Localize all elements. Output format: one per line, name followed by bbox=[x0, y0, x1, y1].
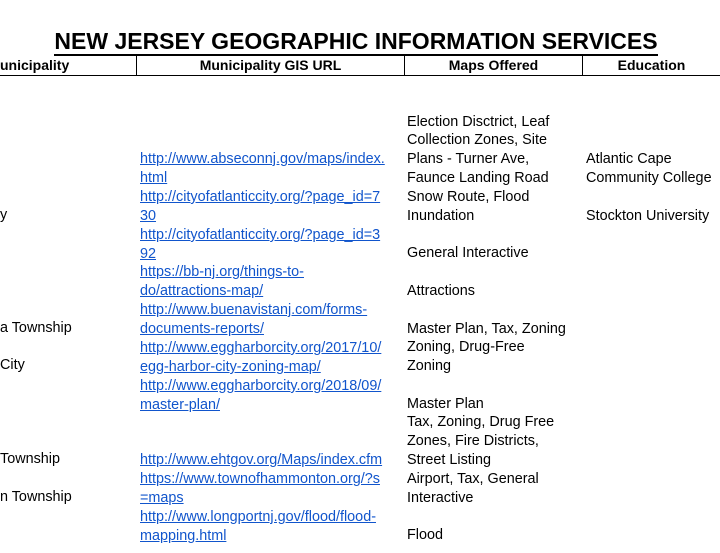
gis-url-link[interactable]: https://bb-nj.org/things-to- bbox=[140, 264, 304, 280]
education-text: Community College bbox=[586, 170, 712, 186]
gis-url-link[interactable]: 92 bbox=[140, 246, 157, 262]
gis-url-link[interactable]: html bbox=[140, 170, 168, 186]
municipality-cell: City bbox=[0, 357, 25, 373]
maps-offered-text: Master Plan, Tax, Zoning bbox=[407, 321, 566, 337]
maps-offered-text: Airport, Tax, General bbox=[407, 471, 539, 487]
gis-url-link[interactable]: mapping.html bbox=[140, 528, 227, 544]
maps-offered-text: Zones, Fire Districts, bbox=[407, 433, 539, 449]
gis-url-link[interactable]: http://www.eggharborcity.org/2017/10/ bbox=[140, 340, 382, 356]
maps-offered-text: Tax, Zoning, Drug Free bbox=[407, 414, 555, 430]
education-text: Atlantic Cape bbox=[586, 151, 672, 167]
gis-url-link[interactable]: http://www.abseconnj.gov/maps/index. bbox=[140, 151, 385, 167]
municipality-cell: n Township bbox=[0, 489, 72, 505]
maps-offered-text: General Interactive bbox=[407, 245, 529, 261]
maps-offered-text: Master Plan bbox=[407, 396, 484, 412]
gis-url-link[interactable]: =maps bbox=[140, 490, 184, 506]
gis-url-link[interactable]: http://www.longportnj.gov/flood/flood- bbox=[140, 509, 376, 525]
gis-url-link[interactable]: http://www.eggharborcity.org/2018/09/ bbox=[140, 378, 382, 394]
header-gis-url: Municipality GIS URL bbox=[199, 57, 342, 73]
maps-offered-text: Election Disctrict, Leaf bbox=[407, 114, 550, 130]
gis-url-link[interactable]: 30 bbox=[140, 208, 157, 224]
education-text: Stockton University bbox=[586, 208, 710, 224]
column-divider bbox=[582, 55, 583, 75]
table-header-row bbox=[0, 55, 720, 76]
maps-offered-text: Faunce Landing Road bbox=[407, 170, 549, 186]
maps-offered-text: Zoning, Drug-Free bbox=[407, 339, 525, 355]
header-maps-offered: Maps Offered bbox=[448, 57, 539, 73]
gis-url-link[interactable]: master-plan/ bbox=[140, 397, 220, 413]
maps-offered-text: Attractions bbox=[407, 283, 475, 299]
municipality-cell: Township bbox=[0, 451, 60, 467]
maps-offered-text: Collection Zones, Site bbox=[407, 132, 547, 148]
maps-offered-text: Snow Route, Flood bbox=[407, 189, 530, 205]
column-divider bbox=[136, 55, 137, 75]
gis-url-link[interactable]: egg-harbor-city-zoning-map/ bbox=[140, 359, 321, 375]
document-title bbox=[35, 27, 677, 55]
gis-url-link[interactable]: http://cityofatlanticcity.org/?page_id=7 bbox=[140, 189, 381, 205]
document-title-text: NEW JERSEY GEOGRAPHIC INFORMATION SERVICES bbox=[54, 28, 658, 54]
gis-url-link[interactable]: http://www.ehtgov.org/Maps/index.cfm bbox=[140, 452, 383, 468]
maps-offered-text: Inundation bbox=[407, 208, 475, 224]
maps-offered-text: Plans - Turner Ave, bbox=[407, 151, 530, 167]
gis-url-link[interactable]: do/attractions-map/ bbox=[140, 283, 264, 299]
gis-url-link[interactable]: https://www.townofhammonton.org/?s bbox=[140, 471, 380, 487]
gis-url-link[interactable]: documents-reports/ bbox=[140, 321, 264, 337]
maps-offered-text: Flood bbox=[407, 527, 443, 543]
maps-offered-text: Street Listing bbox=[407, 452, 491, 468]
column-divider bbox=[404, 55, 405, 75]
municipality-cell: y bbox=[0, 207, 8, 223]
maps-offered-text: Interactive bbox=[407, 490, 474, 506]
gis-url-link[interactable]: http://cityofatlanticcity.org/?page_id=3 bbox=[140, 227, 381, 243]
gis-url-link[interactable]: http://www.buenavistanj.com/forms- bbox=[140, 302, 368, 318]
municipality-cell: a Township bbox=[0, 320, 72, 336]
header-municipality: unicipality bbox=[0, 57, 70, 73]
header-education: Education bbox=[617, 57, 686, 73]
maps-offered-text: Zoning bbox=[407, 358, 452, 374]
